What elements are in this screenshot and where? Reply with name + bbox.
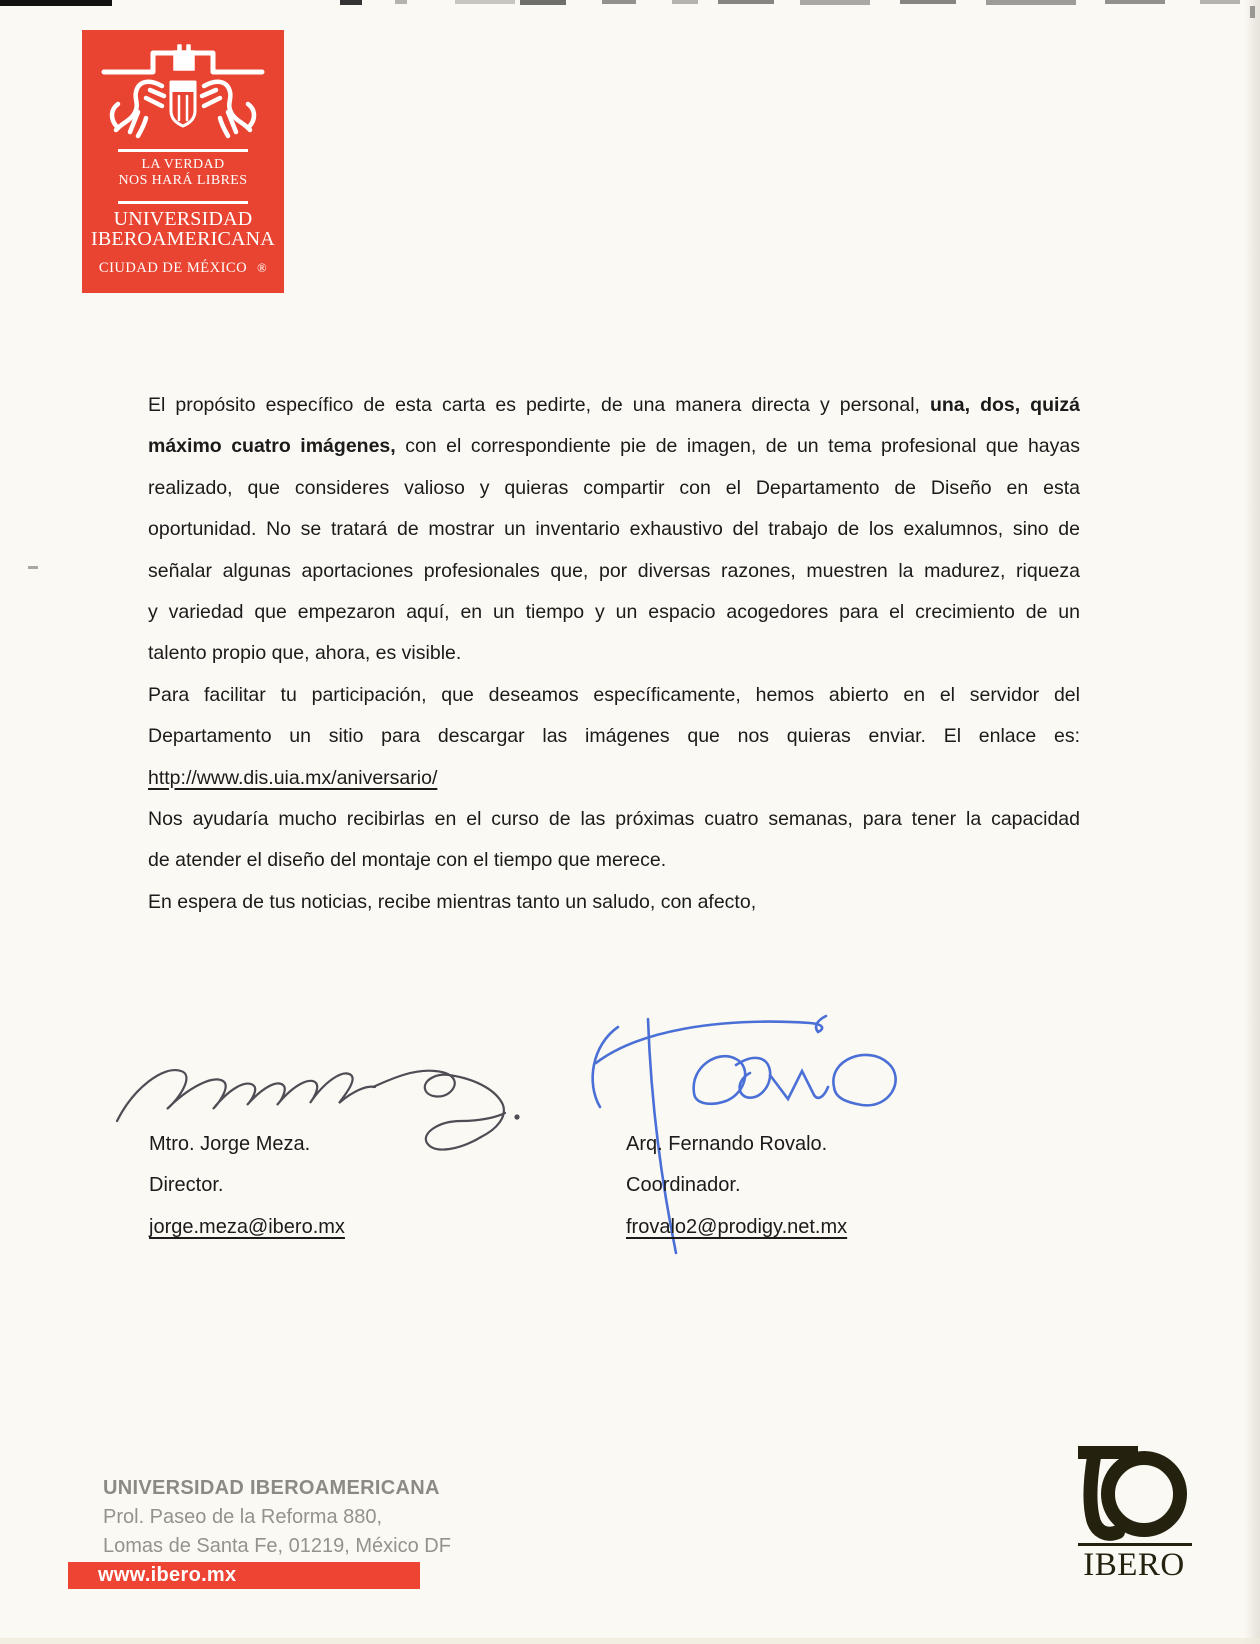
upload-url-link[interactable]: http://www.dis.uia.mx/aniversario/ [148,766,438,789]
body-text: talento propio que, ahora, es visible. [148,642,462,665]
ibero-wordmark: IBERO [1083,1547,1185,1583]
body-text-bold: una, dos, quizá [929,394,1080,416]
logo-city-text: CIUDAD DE MÉXICO [98,260,248,276]
signatory-email-link[interactable] [626,1212,847,1242]
body-line [148,882,1080,923]
body-line [148,385,1080,426]
footer-address-line1: Prol. Paseo de la Reforma 880, [103,1506,383,1528]
logo-university-line2: IBEROAMERICANA [91,228,275,250]
email-text[interactable]: frovalo2@prodigy.net.mx [626,1216,848,1238]
body-text: señalar algunas aportaciones profesionales que, por diversas razones, muestren la madurez, riqueza [148,559,1080,582]
footer-university-name: UNIVERSIDAD IBEROAMERICANA [103,1477,440,1499]
signatory-title: Director. [149,1174,224,1196]
body-text: y variedad que empezaron aquí, en un tiempo y un espacio acogedores para el crecimiento de un [148,600,1080,623]
scan-artifact [28,566,38,569]
body-text: realizado, que consideres valioso y quieras compartir con el Departamento de Diseño en esta [148,476,1080,499]
logo-university-name [82,209,284,249]
body-text: Para facilitar tu participación, que deseamos específicamente, hemos abierto en el servidor del [148,683,1080,706]
scan-artifact [520,0,566,5]
scan-artifact [455,0,515,4]
email-text[interactable]: jorge.meza@ibero.mx [149,1216,345,1238]
logo-motto [82,157,284,189]
scan-artifact [986,0,1076,5]
footer-website-bar [68,1562,420,1589]
logo-divider [118,149,248,152]
university-logo [82,30,284,293]
body-text: Departamento un sitio para descargar las imágenes que nos quieras enviar. El enlace es: [148,725,1080,748]
scan-artifact [672,0,698,4]
body-line [148,426,1080,467]
body-line [148,758,1080,799]
body-line [148,551,1080,592]
footer-website-link[interactable]: www.ibero.mx [98,1564,237,1586]
body-line [148,509,1080,550]
body-line [148,633,1080,674]
ibero-70-logo-icon [1076,1441,1192,1541]
logo-city [82,260,284,277]
paper-edge-shadow [1244,0,1260,1644]
scan-artifact [900,0,956,4]
body-text: En espera de tus noticias, recibe mientras tanto un saludo, con afecto, [148,890,757,913]
scan-artifact [800,0,870,5]
ibero-logo-rule [1078,1543,1192,1546]
body-text: de atender el diseño del montaje con el tiempo que merece. [148,849,667,872]
body-text: oportunidad. No se tratará de mostrar un inventario exhaustivo del trabajo de los exalumnos, sino de [148,518,1080,541]
scan-artifact [1200,0,1240,4]
footer-address-line2: Lomas de Santa Fe, 01219, México DF [103,1535,451,1557]
scan-artifact [0,0,112,6]
body-line [148,716,1080,757]
logo-motto-line1: LA VERDAD [141,157,225,172]
body-line [148,468,1080,509]
body-text: con el correspondiente pie de imagen, de un tema profesional que hayas [395,435,1080,458]
signatory-email-link[interactable] [149,1212,345,1242]
scan-artifact [602,0,636,4]
scan-artifact [340,0,362,5]
registered-trademark: ® [257,261,268,275]
logo-university-line1: UNIVERSIDAD [113,208,253,230]
signatory-name: Mtro. Jorge Meza. [149,1133,311,1155]
body-line [148,592,1080,633]
paper-edge-shadow [0,1638,1260,1644]
university-crest-icon [98,40,268,152]
scan-artifact [718,0,774,4]
body-line [148,840,1080,881]
scan-artifact [395,0,407,4]
signatory-name: Arq. Fernando Rovalo. [626,1133,828,1155]
body-line [148,799,1080,840]
body-text: El propósito específico de esta carta es pedirte, de una manera directa y personal, [148,394,930,416]
body-text-bold: máximo cuatro imágenes, [148,435,396,458]
logo-divider [118,201,248,204]
scan-artifact [1105,0,1165,4]
body-line [148,675,1080,716]
logo-motto-line2: NOS HARÁ LIBRES [118,173,248,188]
signatory-title: Coordinador. [626,1174,741,1196]
letter-body [148,385,1080,923]
body-text: Nos ayudaría mucho recibirlas en el curso de las próximas cuatro semanas, para tener la capacidad [148,807,1080,830]
